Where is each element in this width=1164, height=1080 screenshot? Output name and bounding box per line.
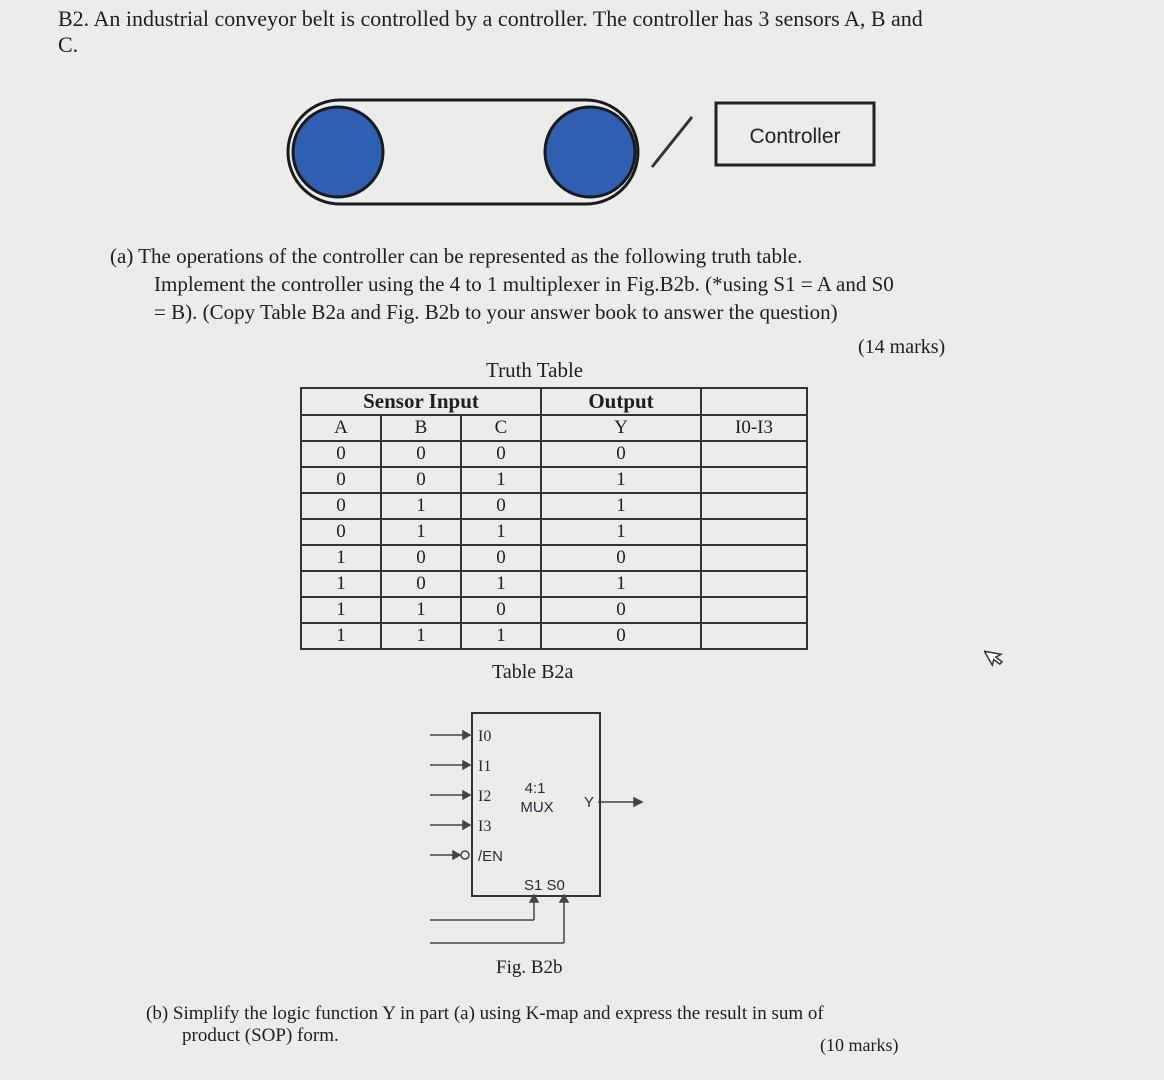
conveyor-diagram	[280, 95, 900, 215]
cell-i	[701, 519, 807, 545]
mux-pin-y: Y	[584, 794, 595, 811]
truth-table	[300, 387, 808, 650]
cell-a: 0	[301, 519, 381, 545]
sensor-input-header: Sensor Input	[301, 388, 541, 415]
part-a-line-3: = B). (Copy Table B2a and Fig. B2b to your answer book to answer the question)	[154, 300, 838, 324]
column-header-y: Y	[541, 415, 701, 441]
controller-label: Controller	[749, 125, 841, 148]
table-row	[301, 441, 807, 467]
mux-pin-enable: /EN	[478, 848, 504, 865]
cell-b: 0	[381, 441, 461, 467]
part-b-line-1: (b) Simplify the logic function Y in part (a) using K-map and express the result in sum of	[146, 1003, 824, 1024]
cell-a: 0	[301, 467, 381, 493]
part-a-line-2: Implement the controller using the 4 to 1 multiplexer in Fig.B2b. (*using S1 = A and S0	[154, 272, 894, 296]
question-title-line-1: B2. An industrial conveyor belt is controlled by a controller. The controller has 3 sensors A, B and	[58, 6, 923, 31]
cell-a: 1	[301, 597, 381, 623]
cell-c: 0	[461, 545, 541, 571]
cell-i	[701, 467, 807, 493]
truth-table-group-header	[301, 388, 807, 415]
cell-b: 1	[381, 597, 461, 623]
mux-output-arrow	[598, 798, 642, 806]
cell-b: 1	[381, 623, 461, 649]
cell-c: 1	[461, 467, 541, 493]
fig-b2b-caption: Fig. B2b	[496, 957, 563, 978]
cell-c: 1	[461, 623, 541, 649]
cell-b: 0	[381, 571, 461, 597]
cell-b: 0	[381, 545, 461, 571]
table-b2a-caption: Table B2a	[492, 661, 574, 683]
cell-a: 0	[301, 441, 381, 467]
cell-y: 1	[541, 467, 701, 493]
output-header: Output	[541, 388, 701, 415]
table-row	[301, 623, 807, 649]
cell-c: 1	[461, 519, 541, 545]
cell-y: 0	[541, 623, 701, 649]
cell-a: 1	[301, 545, 381, 571]
cell-a: 1	[301, 623, 381, 649]
table-row	[301, 519, 807, 545]
cell-a: 1	[301, 571, 381, 597]
cell-y: 1	[541, 519, 701, 545]
cell-i	[701, 545, 807, 571]
mux-label-ratio: 4:1	[524, 780, 546, 797]
mux-pin-i2: I2	[478, 788, 492, 805]
cell-b: 1	[381, 519, 461, 545]
mux-pin-i0: I0	[478, 728, 492, 745]
cell-y: 1	[541, 571, 701, 597]
mux-figure	[420, 705, 670, 955]
column-header-c: C	[461, 415, 541, 441]
cell-a: 0	[301, 493, 381, 519]
cell-c: 0	[461, 597, 541, 623]
question-title	[58, 6, 1058, 58]
conveyor-wheel-right	[545, 107, 635, 197]
table-row	[301, 493, 807, 519]
table-row	[301, 467, 807, 493]
part-a-line-1: (a) The operations of the controller can be represented as the following truth table.	[110, 244, 803, 268]
cell-b: 1	[381, 493, 461, 519]
column-header-a: A	[301, 415, 381, 441]
truth-table-column-header	[301, 415, 807, 441]
cell-i	[701, 597, 807, 623]
part-b-marks: (10 marks)	[820, 1035, 899, 1055]
mouse-cursor-icon	[984, 644, 1010, 670]
column-header-i0-i3: I0-I3	[701, 415, 807, 441]
table-row	[301, 597, 807, 623]
mux-select-lines	[430, 895, 568, 943]
cell-y: 0	[541, 441, 701, 467]
empty-header	[701, 388, 807, 415]
cell-c: 1	[461, 571, 541, 597]
cell-c: 0	[461, 441, 541, 467]
cell-i	[701, 571, 807, 597]
cell-i	[701, 441, 807, 467]
part-b-line-2: product (SOP) form.	[182, 1025, 339, 1046]
cell-y: 0	[541, 545, 701, 571]
column-header-b: B	[381, 415, 461, 441]
table-row	[301, 571, 807, 597]
question-title-line-2: C.	[58, 32, 79, 57]
part-a-marks: (14 marks)	[858, 336, 946, 358]
cell-i	[701, 623, 807, 649]
cell-y: 0	[541, 597, 701, 623]
part-a-text	[110, 242, 1030, 326]
mux-input-arrows	[430, 731, 470, 859]
truth-table-caption: Truth Table	[486, 358, 584, 382]
cell-c: 0	[461, 493, 541, 519]
mux-label-mux: MUX	[520, 799, 554, 816]
mux-select-labels: S1 S0	[524, 877, 565, 894]
cell-i	[701, 493, 807, 519]
cell-b: 0	[381, 467, 461, 493]
cell-y: 1	[541, 493, 701, 519]
mux-pin-i3: I3	[478, 818, 492, 835]
mux-pin-i1: I1	[478, 758, 492, 775]
enable-bubble	[461, 851, 469, 859]
table-row	[301, 545, 807, 571]
controller-link-line	[652, 117, 692, 167]
conveyor-wheel-left	[293, 107, 383, 197]
